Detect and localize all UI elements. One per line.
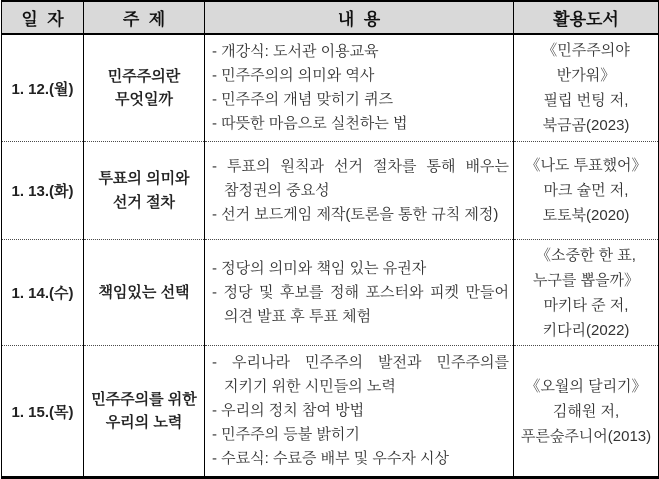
program-schedule-table bbox=[1, 0, 659, 479]
header-row bbox=[2, 1, 659, 34]
book-cell: 《오월의 달리기》 김해원 저, 푸른숲주니어(2013) bbox=[514, 346, 659, 478]
content-list bbox=[212, 155, 509, 227]
content-line: - 우리의 정치 참여 방법 bbox=[212, 402, 365, 419]
content-cell bbox=[205, 346, 514, 478]
content-line: - 우리나라 민주주의 발전과 민주주의를 지키기 위한 시민들의 노력 bbox=[212, 354, 509, 395]
content-cell bbox=[205, 142, 514, 240]
table-row bbox=[2, 34, 659, 142]
content-cell bbox=[205, 240, 514, 346]
topic-cell: 민주주의를 위한 우리의 노력 bbox=[84, 346, 205, 478]
date-cell: 1. 14.(수) bbox=[2, 240, 84, 346]
content-line: - 수료식: 수료증 배부 및 우수자 시상 bbox=[212, 450, 450, 467]
content-list bbox=[212, 351, 509, 471]
date-cell: 1. 13.(화) bbox=[2, 142, 84, 240]
content-line: - 정당 및 후보를 정해 포스터와 피켓 만들어 의견 발표 후 투표 체험 bbox=[212, 283, 509, 325]
table-row bbox=[2, 142, 659, 240]
book-cell: 《소중한 한 표, 누구를 뽑을까》 마키타 준 저, 키다리(2022) bbox=[514, 240, 659, 346]
content-line: - 투표의 원칙과 선거 절차를 통해 배우는 참정권의 중요성 bbox=[212, 157, 509, 199]
topic-cell: 책임있는 선택 bbox=[84, 240, 205, 346]
content-cell bbox=[205, 34, 514, 142]
content-list bbox=[212, 257, 509, 329]
header-books: 활용도서 bbox=[514, 1, 659, 34]
content-line: - 민주주의 등불 밝히기 bbox=[212, 426, 360, 443]
topic-cell: 투표의 의미와 선거 절차 bbox=[84, 142, 205, 240]
content-list bbox=[212, 40, 509, 136]
content-line: - 민주주의의 의미와 역사 bbox=[212, 67, 375, 84]
header-content: 내 용 bbox=[205, 1, 514, 34]
content-line: - 선거 보드게임 제작(토론을 통한 규칙 제정) bbox=[212, 205, 499, 223]
content-line: - 정당의 의미와 책임 있는 유권자 bbox=[212, 259, 427, 277]
date-cell: 1. 12.(월) bbox=[2, 34, 84, 142]
book-cell: 《민주주의야 반가워》 필립 번팅 저, 북금곰(2023) bbox=[514, 34, 659, 142]
header-date: 일 자 bbox=[2, 1, 84, 34]
book-cell: 《나도 투표했어》 마크 슐먼 저, 토토북(2020) bbox=[514, 142, 659, 240]
content-line: - 따뜻한 마음으로 실천하는 법 bbox=[212, 115, 408, 132]
content-line: - 민주주의 개념 맞히기 퀴즈 bbox=[212, 91, 394, 108]
date-cell: 1. 15.(목) bbox=[11, 403, 74, 421]
topic-cell: 민주주의란 무엇일까 bbox=[84, 34, 205, 142]
header-topic: 주 제 bbox=[84, 1, 205, 34]
content-line: - 개강식: 도서관 이용교육 bbox=[212, 43, 379, 60]
table-row bbox=[2, 346, 659, 478]
table-row bbox=[2, 240, 659, 346]
